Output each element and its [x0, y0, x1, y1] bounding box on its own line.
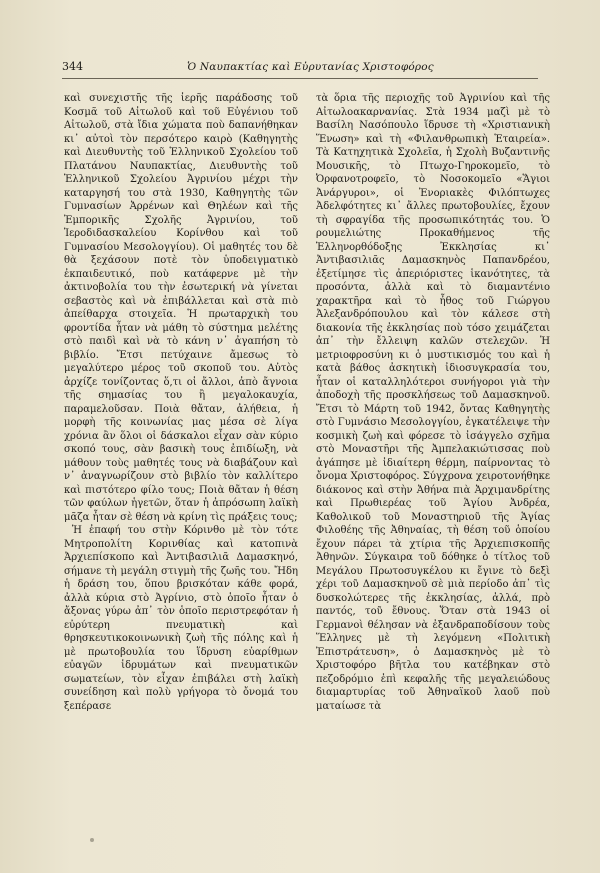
paragraph: Ἡ ἐπαφή του στὴν Κόρινθο μὲ τὸν τότε Μητροπολίτη Κορινθίας καὶ κατοπινὰ Ἀρχιεπίσκοπο καὶ Ἀντιβασιλιᾶ Δαμασκηνό, σήμανε τὴ μεγάλη στιγμὴ τῆς ζωῆς του. Ἤδη ἡ δράση του, ὅπου βρισκόταν κάθε φορά, ἀλλὰ κύρια στὸ Ἀγρίνιο, στὸ ὁποῖο ἦταν ὁ ἄξονας γύρω ἀπ᾽ τὸν ὁποῖο περιστρεφόταν ἡ εὐρύτερη πνευματικὴ καὶ θρησκευτικοκοινωνικὴ ζωὴ τῆς πόλης καὶ ἡ μὲ πρωτοβουλία του ἵδρυση εὐαρίθμων εὐαγῶν ἱδρυμάτων καὶ πνευματικῶν σωματείων, τὸν εἶχαν ἐπιβάλει στὴ λαϊκὴ συνείδηση καὶ πολὺ γρήγορα τὸ ὄνομά του ξεπέρασε	[64, 525, 298, 712]
text-columns	[64, 92, 550, 852]
header-rule	[62, 78, 538, 79]
right-column	[316, 92, 550, 852]
left-column	[64, 92, 298, 852]
running-head: Ὁ Ναυπακτίας καὶ Εὐρυτανίας Χριστοφόρος	[187, 61, 434, 73]
paragraph: τὰ ὅρια τῆς περιοχῆς τοῦ Ἀγρινίου καὶ τῆς Αἰτωλοακαρνανίας. Στὰ 1934 μαζὶ μὲ τὸ Βασίλη Νασόπουλο ἵδρυσε τὴ «Χριστιανικὴ Ἕνωση» καὶ τὴ «Φιλανθρωπικὴ Ἑταιρεία». Τὰ Κατηχητικὰ Σχολεῖα, ἡ Σχολὴ Βυζαντινῆς Μουσικῆς, τὸ Πτωχο-Γηροκομεῖο, τὸ Ὀρφανοτροφεῖο, τὸ Νοσοκομεῖο «Ἅγιοι Ἀνάργυροι», οἱ Ἐνοριακὲς Φιλόπτωχες Ἀδελφότητες κι᾽ ἄλλες πρωτοβουλίες, ἔχουν τὴ σφραγίδα τῆς προσωπικότητάς του. Ὁ ρουμελιώτης Προκαθήμενος τῆς Ἑλληνορθόδοξης Ἐκκλησίας κι᾽ Ἀντιβασιλιᾶς Δαμασκηνὸς Παπανδρέου, ἐξετίμησε τὶς ἀπεριόριστες ἱκανότητες, τὰ προσόντα, ἀλλὰ καὶ τὸ διαμαντένιο χαρακτῆρα καὶ τὸ ἦθος τοῦ Γιώργου Ἀλεξανδρόπουλου καὶ τὸν κάλεσε στὴ διακονία τῆς ἐκκλησίας ποὺ τόσο χειμάζεται ἀπ᾽ τὴν ἔλλειψη καλῶν στελεχῶν. Ἡ μετριοφροσύνη κι ὁ μυστικισμός του καὶ ἡ κατὰ βάθος ἀσκητικὴ ἰδιοσυγκρασία του, ἦταν οἱ καταλληλότεροι συνήγοροι γιὰ τὴν ἀποδοχὴ τῆς προσκλήσεως τοῦ Δαμασκηνοῦ. Ἔτσι τὸ Μάρτη τοῦ 1942, ὄντας Καθηγητὴς στὸ Γυμνάσιο Μεσολογγίου, ἐγκατέλειψε τὴν κοσμικὴ ζωὴ καὶ φόρεσε τὸ ἰσάγγελο σχῆμα στὸ Μοναστῆρι τῆς Ἀμπελακιώτισσας ποὺ ἀγάπησε μὲ ἰδιαίτερη θέρμη, παίρνοντας τὸ ὄνομα Χριστοφόρος. Σύγχρονα χειροτονήθηκε διάκονος καὶ στὴν Ἀθήνα πιὰ Ἀρχιμανδρίτης καὶ Πρωθιερέας τοῦ Ἁγίου Ἀνδρέα, Καθολικοῦ τοῦ Μοναστηριοῦ τῆς Ἁγίας Φιλοθέης τῆς Ἀθηναίας, τὴ θέση τοῦ ὁποίου ἔχουν πάρει τὰ χτίρια τῆς Ἀρχιεπισκοπῆς Ἀθηνῶν. Σύγκαιρα τοῦ δόθηκε ὁ τίτλος τοῦ Μεγάλου Πρωτοσυγκέλου κι ἔγινε τὸ δεξὶ χέρι τοῦ Δαμασκηνοῦ σὲ μιὰ περίοδο ἀπ᾽ τὶς δυσκολώτερες τῆς ἐκκλησίας, ἀλλά, πρὸ παντός, τοῦ ἔθνους. Ὅταν στὰ 1943 οἱ Γερμανοὶ θέλησαν νὰ ἐξανδραποδίσουν τοὺς Ἕλληνες μὲ τὴ λεγόμενη «Πολιτικὴ Ἐπιστράτευση», ὁ Δαμασκηνὸς μὲ τὸ Χριστοφόρο βῆτλα του κατέβηκαν στὸ πεζοδρόμιο ἐπὶ κεφαλῆς τῆς μεγαλειώδους διαμαρτυρίας τοῦ Ἀθηναϊκοῦ λαοῦ ποὺ ματαίωσε τὰ	[316, 93, 550, 712]
paragraph: καὶ συνεχιστῆς τῆς ἱερῆς παράδοσης τοῦ Κοσμᾶ τοῦ Αἰτωλοῦ καὶ τοῦ Εὐγένιου τοῦ Αἰτωλοῦ, στὰ ἴδια χώματα ποὺ δαπανήθηκαν κι᾽ αὐτοὶ τὸν περσότερο καιρὸ (Καθηγητὴς καὶ Διευθυντὴς τοῦ Ἑλληνικοῦ Σχολείου τοῦ Πλατάνου Ναυπακτίας, Διευθυντὴς τοῦ Ἑλληνικοῦ Σχολείου Ἀγρινίου μέχρι τὴν καταργησή του στὰ 1930, Καθηγητὴς τῶν Γυμνασίων Ἀρρένων καὶ Θηλέων καὶ τῆς Ἐμπορικῆς Σχολῆς Ἀγρινίου, τοῦ Ἱεροδιδασκαλείου Κορίνθου καὶ τοῦ Γυμνασίου Μεσολογγίου). Οἱ μαθητές του δὲ θὰ ξεχάσουν ποτὲ τὸν ὑποδειγματικὸ ἐκπαιδευτικό, ποὺ κατάφερνε μὲ τὴν ἀκτινοβολία του τὴν ἐσωτερική νὰ γίνεται σεβαστὸς καὶ νὰ ἐπιβάλλεται καὶ στὰ πιὸ ἀπείθαρχα στοιχεῖα. Ἡ πρωταρχικὴ του φροντίδα ἦταν νὰ μάθη τὸ σύστημα μελέτης στὸ παιδὶ καὶ νὰ τὸ κάνη ν᾽ ἀγαπήση τὸ βιβλίο. Ἔτσι πετύχαινε ἄμεσως τὸ μεγαλύτερο μέρος τοῦ σκοποῦ του. Αὐτὸς ἀρχίζε τονίζοντας ὅ,τι οἱ ἄλλοι, ἀπὸ ἄγνοια τῆς σημασίας του ἢ μεγαλοκαυχία, παραμελοῦσαν. Ποιὰ θἄταν, ἀλήθεια, ἡ μορφὴ τῆς κοινωνίας μας μέσα σὲ λίγα χρόνια ἂν ὅλοι οἱ δάσκαλοι εἶχαν σὰν κύριο σκοπό τους, σὰν βασικὴ τους ἐπιδίωξη, νὰ μάθουν τοὺς μαθητές τους νὰ διαβάζουν καὶ ν᾽ ἀναγνωρίζουν στὸ βιβλίο τὸν καλλίτερο καὶ πιστότερο φίλο τους; Ποιὰ θἄταν ἡ θέση τῶν φαύλων ἡγετῶν, ὅταν ἡ ἀπρόσωπη λαϊκὴ μᾶζα ἦταν σὲ θέση νὰ κρίνη τὶς πράξεις τους;	[64, 93, 298, 523]
ink-spot	[90, 838, 94, 842]
page-number: 344	[62, 60, 83, 73]
page-header	[62, 60, 538, 73]
